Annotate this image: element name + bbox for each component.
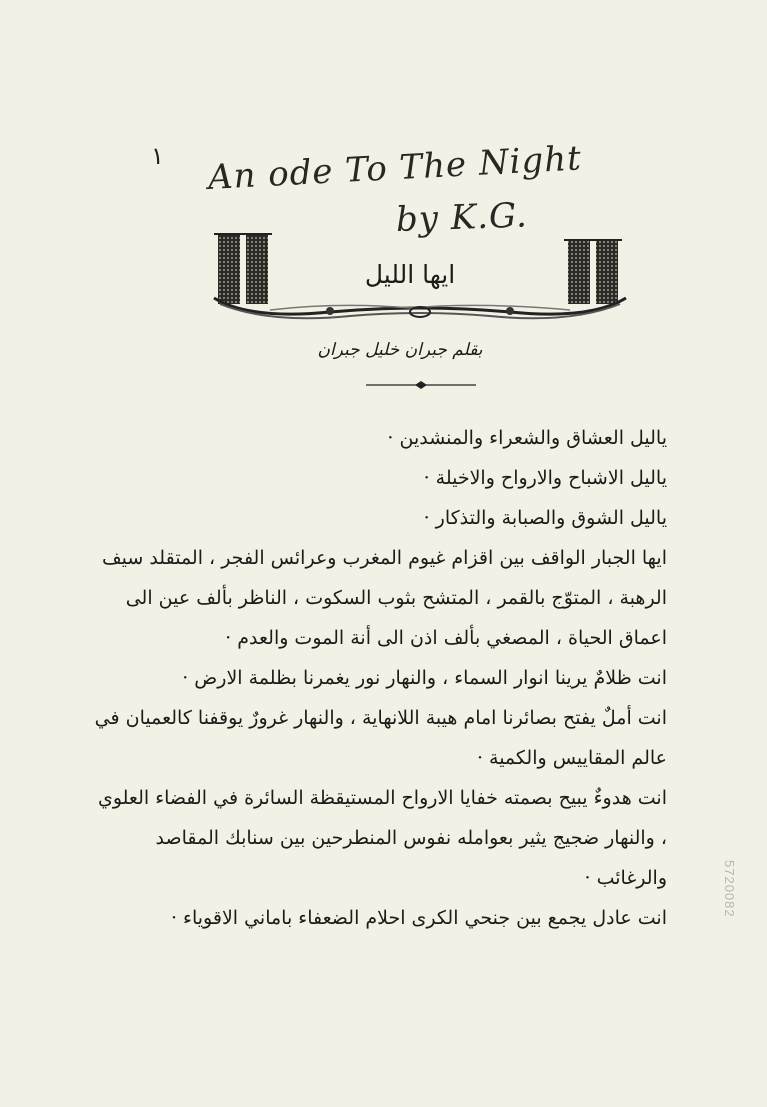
verse-2: ياليل الاشباح والارواح والاخيلة · (423, 467, 667, 489)
poem-title: ايها الليل (364, 260, 456, 289)
library-stamp: 5720082 (722, 860, 737, 918)
paragraph-2: انت ظلامٌ يرينا انوار السماء ، والنهار نور يغمرنا بظلمة الارض · (182, 667, 667, 689)
byline-divider (366, 380, 476, 390)
left-pillar-2 (246, 234, 268, 304)
paragraph-5: انت عادل يجمع بين جنحي الكرى احلام الضعفاء باماني الاقوياء · (170, 907, 667, 929)
verse-1: ياليل العشاق والشعراء والمنشدين · (387, 427, 667, 449)
right-pillar-2 (596, 240, 618, 304)
left-pillar-1 (218, 234, 240, 304)
handwritten-title: An ode To The Night (206, 138, 583, 198)
verse-3: ياليل الشوق والصبابة والتذكار · (423, 507, 667, 529)
right-pillar-1 (568, 240, 590, 304)
poem-body (87, 418, 667, 938)
paragraph-1: ايها الجبار الواقف بين اقزام غيوم المغرب وعرائس الفجر ، المتقلد سيف الرهبة ، المتوّج بالقمر ، المتشح بثوب السكوت ، الناظر بألف عين الى اعماق الحياة ، المصغي بألف اذن الى أنة الموت والعدم · (101, 547, 667, 649)
paragraph-3: انت أملٌ يفتح بصائرنا امام هيبة اللانهاية ، والنهار غرورٌ يوقفنا كالعميان في عالم المقاييس والكمية · (94, 707, 667, 769)
byline: بقلم جبران خليل جبران (317, 340, 483, 360)
page-number: ١ (151, 144, 164, 170)
paragraph-4: انت هدوءٌ يبيح بصمته خفايا الارواح المستيقظة السائرة في الفضاء العلوي ، والنهار ضجيج يثير بعوامله نفوس المنطرحين بين سنابك المقاصد والرغائب · (97, 787, 667, 889)
handwritten-author: by K.G. (395, 195, 529, 240)
